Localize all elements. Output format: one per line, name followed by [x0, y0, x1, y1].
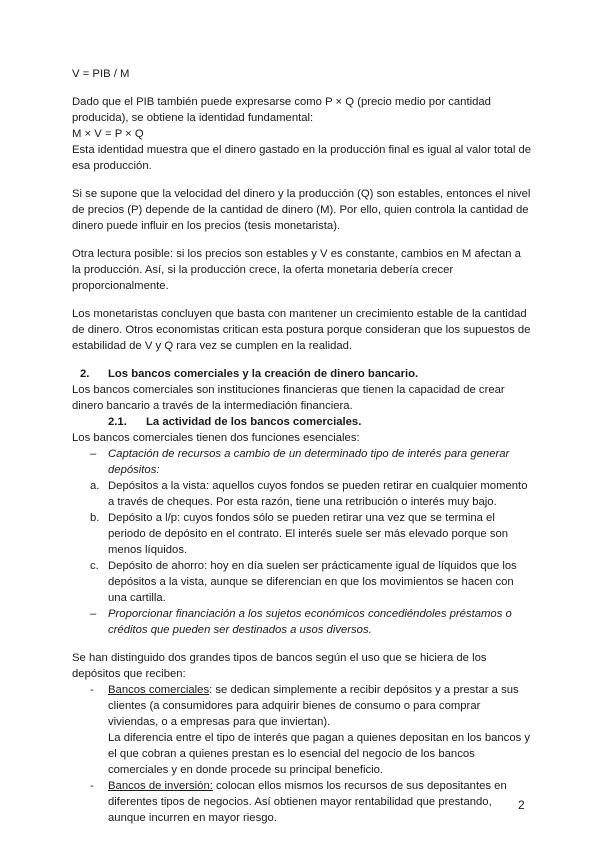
paragraph-alternative-reading: Otra lectura posible: si los precios son estables y V es constante, cambios en M afectan a la producción. Así, si la producción crece, la oferta monetaria debería crecer proporcionalmente.	[72, 248, 521, 292]
bank-type-item	[72, 778, 532, 826]
bank-type-extra: La diferencia entre el tipo de interés que pagan a quienes depositan en los bancos y el que cobran a quienes prestan es lo esencial del negocio de los bancos comerciales y en donde procede su principal beneficio.	[108, 732, 531, 776]
identity-formula: M × V = P × Q	[72, 128, 144, 140]
list-dash: -	[90, 684, 94, 696]
deposit-item	[72, 558, 532, 606]
deposit-item	[72, 510, 532, 558]
bank-type-label: Bancos comerciales	[108, 684, 210, 696]
velocity-formula: V = PIB / M	[72, 68, 130, 80]
bank-type-text: : se dedican simplemente a recibir depósitos y a prestar a sus clientes (a consumidores para adquirir bienes de consumo o para comprar viviendas, o a empresas para que inviertan).	[108, 684, 519, 728]
list-marker: a.	[90, 480, 100, 492]
bank-type-item	[72, 682, 532, 778]
list-marker: c.	[90, 560, 99, 572]
list-marker: b.	[90, 512, 100, 524]
list-dash: -	[90, 780, 94, 792]
page-number: 2	[518, 798, 525, 812]
section-title: Los bancos comerciales y la creación de dinero bancario.	[108, 368, 419, 380]
function-item	[72, 446, 532, 478]
function-text: Captación de recursos a cambio de un determinado tipo de interés para generar depósitos:	[108, 448, 510, 476]
page-content	[72, 66, 532, 826]
subsection-title: La actividad de los bancos comerciales.	[146, 416, 362, 428]
section-intro: Los bancos comerciales son instituciones financieras que tienen la capacidad de crear dinero bancario a través de la intermediación financiera.	[72, 384, 505, 412]
section-heading	[80, 366, 532, 382]
bank-type-text: colocan ellos mismos los recursos de sus depositantes en diferentes tipos de negocios. Así obtienen mayor rentabilidad que prestando, aunque incurren en mayor riesgo.	[108, 780, 507, 824]
deposit-text: Depósitos a la vista: aquellos cuyos fondos se pueden retirar en cualquier momento a través de cheques. Por esta razón, tiene una retribución o interés muy bajo.	[108, 480, 528, 508]
list-dash: –	[90, 448, 97, 460]
function-text: Proporcionar financiación a los sujetos económicos concediéndoles préstamos o créditos que pueden ser destinados a usos diversos.	[108, 608, 512, 636]
bank-type-label: Bancos de inversión:	[108, 780, 213, 792]
list-dash: –	[90, 608, 97, 620]
paragraph-monetarist-thesis: Si se supone que la velocidad del dinero y la producción (Q) son estables, entonces el nivel de precios (P) depende de la cantidad de dinero (M). Por ello, quien controla la cantidad de dinero puede influir en los precios (tesis monetarista).	[72, 188, 531, 232]
paragraph-identity-explanation: Esta identidad muestra que el dinero gastado en la producción final es igual al valor total de esa producción.	[72, 144, 532, 172]
function-item	[72, 606, 532, 638]
subsection-heading	[108, 414, 532, 430]
section-number: 2.	[80, 368, 90, 380]
subsection-number: 2.1.	[108, 416, 127, 428]
functions-intro: Los bancos comerciales tienen dos funciones esenciales:	[72, 432, 360, 444]
deposit-item	[72, 478, 532, 510]
bank-types-intro: Se han distinguido dos grandes tipos de bancos según el uso que se hiciera de los depósitos que reciben:	[72, 652, 487, 680]
deposit-text: Depósito de ahorro: hoy en día suelen ser prácticamente igual de líquidos que los depósitos a la vista, aunque se diferencian en que los movimientos se hacen con una cartilla.	[108, 560, 517, 604]
paragraph-monetarist-conclusion: Los monetaristas concluyen que basta con mantener un crecimiento estable de la cantidad de dinero. Otros economistas critican esta postura porque consideran que los supuestos de estabilidad de V y Q rara vez se cumplen en la realidad.	[72, 308, 531, 352]
deposit-text: Depósito a l/p: cuyos fondos sólo se pueden retirar una vez que se termina el periodo de depósito en el contrato. El interés suele ser más elevado porque son menos líquidos.	[108, 512, 509, 556]
paragraph-identity: Dado que el PIB también puede expresarse como P × Q (precio medio por cantidad producida), se obtiene la identidad fundamental:	[72, 96, 491, 124]
